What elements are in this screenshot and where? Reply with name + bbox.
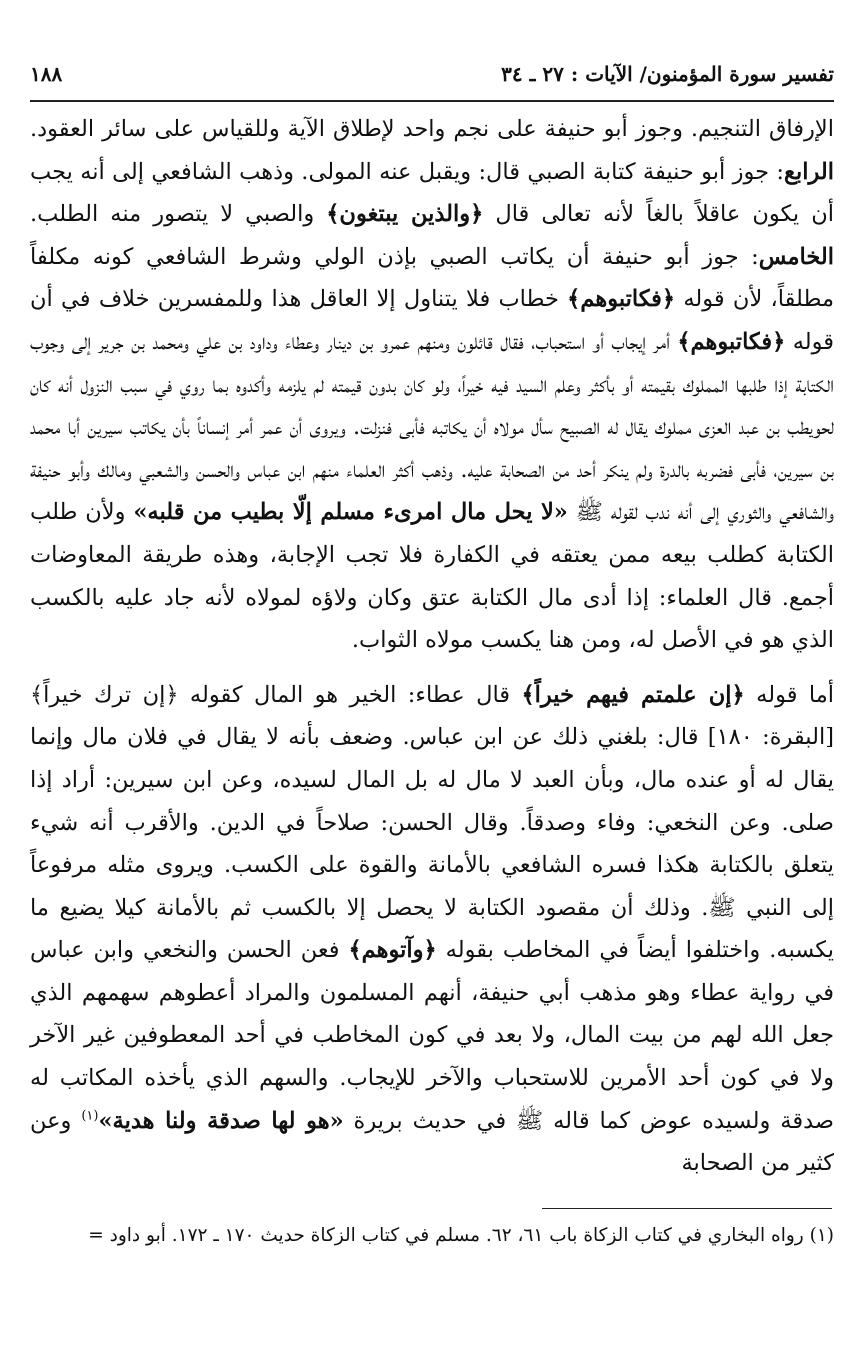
quoted-verse: ﴿فكاتبوهم﴾ xyxy=(677,328,786,355)
footnote: (١) رواه البخاري في كتاب الزكاة باب ٦١، ٦٢. مسلم في كتاب الزكاة حديث ١٧٠ ـ ١٧٢. أبو داود = xyxy=(88,1225,834,1246)
page-number: ١٨٨ xyxy=(30,62,63,86)
text-run: ولأن طلب الكتابة كطلب بيعه ممن يعتقه في الكفارة فلا تجب الإجابة، وهذه طريقة المعاوضات أجمع. قال العلماء: إذا أدى مال الكتابة عتق وكان ولاؤه لمولاه لأنه جاد عليه بالكسب الذي هو في الأصل له، ومن هنا يكسب مولاه الثواب. xyxy=(30,499,834,654)
text-run: قال عطاء: الخير هو المال كقوله ﴿إن ترك خيراً﴾ [البقرة: ١٨٠] قال: بلغني ذلك عن ابن عباس. وضعف بأنه لا يقال في فلان مال وإنما يقال له أو عنده مال، وبأن العبد لا مال له بل المال لسيده، وعن ابن سيرين: أراد إذا صلى. وعن النخعي: وفاء وصدقاً. وقال الحسن: صلاحاً في الدين. والأقرب أنه شيء يتعلق بالكتابة هكذا فسره الشافعي بالأمانة والقوة على الكسب. ويروى مثله مرفوعاً إلى النبي ﷺ. وذلك أن مقصود الكتابة لا يحصل إلا بالكسب ثم بالأمانة كيلا يضيع ما يكسبه. واختلفوا أيضاً في المخاطب بقوله xyxy=(30,681,834,964)
paragraph-2 xyxy=(30,674,834,1185)
footnote-divider xyxy=(542,1208,832,1209)
text-run: فعن الحسن والنخعي وابن عباس في رواية عطاء وهو مذهب أبي حنيفة، أنهم المسلمون والمراد أعطوهم سهمهم الذي جعل الله لهم من بيت المال، ولا بعد في كون المخاطب في أحد المعطوفين غير الآخر ولا في كون أحد الأمرين للاستحباب والآخر للإيجاب. والسهم الذي يأخذه المكاتب له صدقة ولسيده عوض كما قاله ﷺ في حديث بريرة xyxy=(30,937,834,1134)
section-label: الرابع xyxy=(783,158,834,185)
paragraph-1 xyxy=(30,108,834,662)
text-run: أما قوله xyxy=(744,681,835,708)
quoted-verse: «هو لها صدقة ولنا هدية» xyxy=(98,1107,344,1134)
section-label: الخامس xyxy=(758,243,834,270)
quoted-verse: ﴿إن علمتم فيهم خيراً﴾ xyxy=(521,681,745,708)
quoted-verse: «لا يحل مال امرىء مسلم إلّا بطيب من قلبه» xyxy=(133,499,568,526)
quoted-verse: ﴿والذين يبتغون﴾ xyxy=(326,201,484,228)
text-run: والصبي لا يتصور منه الطلب. xyxy=(30,201,327,228)
quoted-verse: ﴿وآتوهم﴾ xyxy=(348,937,437,964)
text-run: خطاب فلا يتناول إلا العاقل هذا وللمفسرين خلاف في أن قوله xyxy=(30,286,834,355)
text-run: أمر إيجاب أو استحباب، فقال قائلون ومنهم عمرو بن دينار وعطاء وداود بن علي ومحمد بن جرير إلى وجوب الكتابة إذا طلبها المملوك بقيمته أو بأكثر وعلم السيد فيه خيراً، ولو كان بدون قيمته لم يلزمه وأكدوه بما روي في سبب النزول أنه كان لحويطب بن عبد العزى مملوك يقال له الصبيح سأل مولاه أن يكاتبه فأبى فنزلت. ويروى أن عمر أمر إنساناً بأن يكاتب سيرين أبا محمد بن سيرين، فأبى فضربه بالدرة ولم ينكر أحد من الصحابة عليه. وذهب أكثر العلماء منهم ابن عباس والحسن والشعبي ومالك وأبو حنيفة والشافعي والثوري إلى أنه ندب لقوله ﷺ xyxy=(30,328,834,526)
footnote-ref: (١) xyxy=(81,1108,99,1124)
text-run: : جوز أبو حنيفة كتابة الصبي قال: ويقبل عنه المولى. وذهب الشافعي إلى أنه يجب أن يكون عاقلاً بالغاً لأنه تعالى قال xyxy=(30,158,834,228)
quoted-verse: ﴿فكاتبوهم﴾ xyxy=(567,286,676,313)
text-run: : جوز أبو حنيفة أن يكاتب الصبي بإذن الولي وشرط الشافعي كونه مكلفاً مطلقاً، لأن قوله xyxy=(30,243,835,313)
header-divider xyxy=(30,100,834,102)
page-header xyxy=(30,52,834,96)
text-run: الإرفاق التنجيم. وجوز أبو حنيفة على نجم واحد لإطلاق الآية وللقياس على سائر العقود. xyxy=(30,116,834,142)
body-text xyxy=(30,108,834,1185)
running-title: تفسير سورة المؤمنون/ الآيات : ٢٧ ـ ٣٤ xyxy=(501,62,834,86)
text-run: وعن كثير من الصحابة xyxy=(30,1107,834,1177)
